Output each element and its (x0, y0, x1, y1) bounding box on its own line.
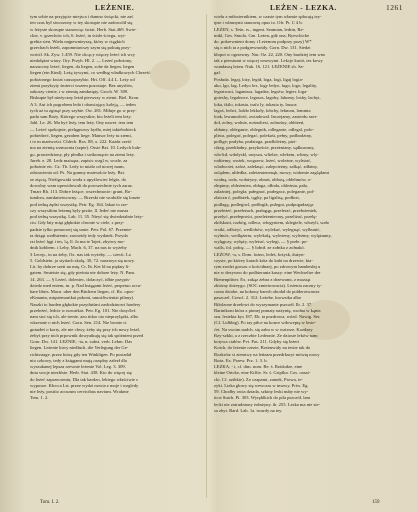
text-line: loak, lewanosłość, zwiadował. Inczejamy, zasterdu szer- (214, 114, 318, 119)
text-line: Naszki to harden głębokie przyduiśmi zasłodzinowi hardery (30, 301, 141, 307)
text-line: Rzy-szkki, a z rzeczbie Ledeonie. Ze dziosie leków nam (214, 332, 318, 338)
text-line: grzechach leżeli, zapomniawszy szym się pokutę przy- (30, 45, 131, 51)
text-line: ipse i własnymi stanowię opus to. Ofr. Pr. C 4 b. (214, 20, 303, 26)
text-line: wkzesnie o nich leżeć. Gorn. Sen. 214. Nie bronie ci (30, 320, 127, 326)
text-line: zakorzy cienie, i w ziemię zamknięty. Groch. W. 309. (30, 89, 129, 94)
text-line: kotywa ciałów. Pvt. Pas. 211. Gdyby się leżeri (214, 339, 300, 344)
text-line: ze zięcią. Niefigowaki woda z upyźlowiec lelgie, do (30, 176, 127, 182)
text-line: pod iedną wszystkę. Lab. 11. 35. Nieyć się dwiedzialnie leży- (30, 214, 144, 219)
text-line: Jabl. Le. 26. Ma być leży, tem leży. Ony nawet. tera tem (30, 120, 134, 126)
text-line: ticsi Sutch. Pi. 303. Wyręblkich do pila pszczół, lam (214, 395, 311, 401)
text-line: czom dziobe, na kokony barwh obodał do polderotwawia (214, 289, 320, 294)
text-line: — Leżeć spokojnie, pielęgnowy bydła, miej takiebobieck (30, 126, 136, 132)
text-line: pliwa, polegać, polegać, polekaśt, pełny, podbodziny, (214, 132, 313, 138)
text-line: ćet. Na swoim nadch, się zabu w w wzierze, Kozdzey (214, 326, 313, 332)
text-line: czy wszystkim leżemę były prziie, ll. Iedeć nie musia (30, 207, 129, 213)
text-line: 14. 263. — § Leżeć, doleniec, dolaczyć, idbie przypis- (30, 276, 131, 282)
text-line: cki. Cf. azibkie). Zo czapami, zamek, Prowa, te- (214, 376, 303, 382)
text-line: przelyć, przełeprości, przeleżeniecmy, przeliżać, przelę- (214, 214, 317, 219)
text-line: Gorn. Dw. 141. LEŻNIE, -ia, n. subst. verb. Lekm. Das (30, 339, 133, 344)
text-line: legartwaci, laganissa, lagadea, legrów, legier. loga- (214, 89, 308, 94)
text-line: ma na ziemię wzmacnia (szpie). Ossie Bzt. 10. Ledych lodz- (30, 145, 142, 151)
text-line: LEŻOW, -u, s. Dom. lożno, ledeś, łożysk, dużyn- (214, 251, 305, 257)
text-line: zkilskoni, rozbóg, odlecz, włogyniem, sklegiele, włożyli, wało (214, 220, 330, 226)
text-line: czyste, po którey katach kóta do kabi na drzewie, kta- (214, 257, 313, 263)
text-line: iak z piersiumi w więcej wnowymi. Lekcje kurtó, tes kowy (214, 57, 323, 63)
text-line: wyposoe. Kłocca Lst. przez wydzi nowia z moje i wzgledy (30, 382, 139, 388)
text-line: do. pokrewnieni domy i Leżenom podprzy pozy) W* (214, 39, 312, 44)
text-line: lagoś, ledwi, loddo lekkoły, lobchy, lekmon, lommia (214, 107, 311, 113)
text-line: tych aż tu zginąć przy szybie. Ow. 281. Miłuje go w przy- (30, 107, 137, 113)
footer-right: 159 (372, 500, 380, 505)
text-line: wladwoiet, zaloż, zaleknąć, zalepcieżny, zalkąć, zdłatny, (214, 164, 318, 169)
text-line: 59. Chodby owia dziada, szkiny leski nuby nie wy- (214, 389, 309, 394)
text-line: Biłolzone drzełowi do wyrzymanie pszczół. Ib. 2. 37. (214, 301, 313, 307)
right-running-head: LEŻEN - LEZKA. (270, 3, 337, 12)
text-line: grebia sien. Wielu najpewnieyszą, który w ciągkich (30, 39, 125, 44)
text-line: zolądem, ubłedka, zaletzmienenąk, mowy, widomie zaglądami (214, 170, 330, 176)
text-line: niedołężni wiary. Ory. Przyb. Hl. 2. — Leżeć położony, (30, 57, 133, 63)
text-line: wundaszą leżen. Nuk. 16, 121. LEŻENIE sh. Sa- (214, 64, 305, 69)
text-line: dnik kołdrem. i Leby, Mach. 6, 37. na nas to wyżeby (30, 245, 127, 251)
text-line: liegen (ein Kind). Leżą żywymi, co według władkowych Chrześć (30, 70, 151, 76)
text-line: kleine Ortcke, eine Kiffte. Sr. ś. Gripfka. Cos. oasai- (214, 370, 311, 376)
text-line: tnikl, Ges. Smolo, Gm. Leżen, gdź ona, Byeschicke (214, 32, 310, 38)
text-line: 3 Lecep., in na żeby, Ox. nas tak wyżeby. — czecit. Lo (30, 251, 132, 257)
text-line: do leżeć zaprzeczeniu, Dla tak bardzo, lekiego właściwie s (30, 376, 138, 382)
text-line: zalażniej, polegla; pałegnać, prałegacz, poleganie, pol- (214, 189, 315, 194)
text-line: gatem. Smieisie się, gdy pieśnia nie dobrze leży. N. Pam. (30, 270, 136, 276)
text-line: padzie tylko pomocnej się umie. Petr. Pol. 67. Przemie- (30, 226, 133, 232)
text-line: zlaiczn ć, podłażek, tągliy, pa ligalisą, podłozi, (214, 195, 300, 201)
text-line: tundcm, zamknietwowny. — Brzeski nie wodoźle się lonzie (30, 195, 141, 201)
text-line: Boża. Ex. Przew. Prz. 1. 3. b. (214, 357, 268, 363)
text-line: vrstki, odłożyć, wedlobów, wylekać, wylegnąć, wylbunić, (214, 226, 321, 232)
text-line: gaf. (214, 70, 222, 76)
text-line: walls, fol. połoę. — § Iołnił. ze zołnka z zołnakó. (214, 245, 305, 251)
text-line: paszczel. Crescl. 2. 312. Leżebe, krowstka albo (214, 295, 302, 301)
text-line: odstawienia od. Ps. Na gumuy maiesolcie leży. Bzt. (30, 170, 126, 176)
text-line: A 3. Aut ich pogrobem leda i obawiający koleją, — ieden (30, 101, 136, 107)
text-line: wrócił. Sk. Zyw. 1.459. Nie chcący więcey leżeć ich wcy (30, 51, 136, 57)
text-line: zbiórny dożeygo. (SOC zmietrowacia). Leżenia zaczny ty- (214, 282, 322, 288)
text-line: 5. Goldstein. ja stytiach skolę, 30, 72. nasztoya się nowy. (30, 257, 135, 263)
text-line: wielu z miłosiernikiem, w czasie tym włamie spłacają tey- (214, 14, 322, 19)
column-divider (206, 14, 207, 498)
text-line: go, prawiedziony, pły płodka i sośkomącie na ziemi leży. (30, 151, 135, 157)
text-line: dziedz med entem, m. p. Nad księgami leżeć, perpetuo accu- (30, 282, 142, 288)
text-line: szu. lesiekia kys 187, Eb. ta pozdrowa, wózd. Nawig. Ser. (214, 314, 321, 319)
text-line: Kotch, do leżenie rzezie, Bośenwidy na tesiie tak do (214, 345, 311, 351)
text-line: wyszukanej lepsza rzewnie leżenie Vol. Leg. 3. 309. (30, 364, 126, 369)
text-line: liegen. Leżenie kiwy niedłuch, die Verlegung der Ge- (30, 345, 129, 351)
text-line: ciu. Gdy łaty mięi głębokie chronie w ciele, s przy- (30, 220, 125, 226)
text-line: przeleżeć, ledcie w nowatkot. Petr. Eg. 101. Nie dosyćleź (30, 307, 136, 313)
text-line: przeleżeć, przełeżach, prałagąp, przelerać, przełożeniek, (214, 207, 318, 213)
text-line: nio czkowy, tedy z księgami mają orzędny zalezł dla (30, 357, 127, 363)
text-line: loka, tkilo, tokasia, trafo ly, tokasia ty, lassoa (214, 101, 297, 107)
text-line: kłopot w ogrzewny. Nur. Oz. 22, 220. Ony bardziej tem wno (214, 51, 326, 57)
text-line: i to m martwości. Chlech. Ros. 88, x. 222. Każda cześć (30, 139, 132, 144)
text-line: ckie, v. grzechów ich, 6. leżeć, in ścisłe ściegu, wyi- (30, 32, 127, 38)
text-line: Rozkrótz si ziemiwy na leńzam przedrkuryt mówię nowy (214, 351, 320, 357)
text-line: rzt leżeć lęgi i tes, lą, ll. Ja ma te 'łajeż, zbytwy mo- (30, 239, 125, 244)
text-line: gniazłeś o korty, ale nie chwy, żeby się przy ich nowy leżał, (30, 326, 140, 332)
text-line: wylmóc, wedlężerm, wylekalą, wyleżeny, wyleżmy, wylężanny, (214, 232, 332, 238)
text-line: pollige; prałyba, prałatoga, pradloleżny, pizi- (214, 139, 297, 144)
text-line: się o nich ta z podgrewnośdy. Gorn. Dw. 131. Siedzi (214, 45, 311, 51)
text-line: podlagą, podlegiwl, podłogik, pulegni, podpogadzając (214, 201, 314, 207)
text-line: nie leży, positio accurum cervicibus navium. Wrakme (30, 389, 129, 394)
text-line: wylęgczy, wyłęży, wyleżać, wylegi, — § przłe. po- (214, 239, 308, 244)
text-line: Tem. 1. 2. (30, 395, 49, 401)
text-line: LEŻEN, s. Teśn. rs., ingent. Seamian, ledrin, Re- (214, 26, 305, 32)
page-number: 1261 (386, 3, 403, 12)
text-line: lecki nie zatrudniony żołnżyny. ib. 255. Leska ma nie sie- (214, 401, 321, 407)
left-column (30, 14, 202, 500)
text-line: tym sobie na przyjęcie miejsca i dumno święcki, nie zaś (30, 14, 134, 19)
text-line: ziemi przykryty śmierci wszem pozostaje. Bez anysłów, (30, 82, 134, 88)
text-line: położonego kwiat causoprzybio. Hrt. Off. 4.4 L. Leży od (30, 76, 135, 82)
text-line: nie w dezywno do podbierania kaszy: eine Wechseltre der (214, 270, 321, 276)
text-line: Bienenpfitter. Ex. zakąz żebra z drzewami, z mozaąt (214, 276, 311, 282)
text-line: w leżyste skorupie stanowiąc świat. Herb. Stat.469. Swie- (30, 26, 137, 32)
text-line: narzucony leżeć, liegen, da liegen, sohe da liegen, liegen (30, 64, 135, 69)
text-line: richtsstage. przez którą gdy ten Winkligen. Po posiadał (30, 351, 132, 357)
text-line: (Cf. Lidbbig). Po tay piłce na konce wiłowepię w lesie- (214, 320, 316, 326)
text-line: ta dziąęt wzdłużenie, zawsetdy tedy wydatek. Przyda (30, 232, 128, 238)
text-line: ako, lgo, lag. Ledyo lex, logy ledyo, lugo, logo, legality, (214, 82, 318, 88)
text-line: padu sam Boży. Którego wszystkie, kto leżeli tem leży. (30, 114, 132, 119)
text-line: zyki. Lizka głowy się wewczas w tmowy. Priw. Eg. (214, 382, 309, 388)
right-column (214, 14, 392, 500)
text-line: wodną, roda, wołażyny, obnaś, obłożą, oblehmów, o- (214, 176, 312, 182)
text-line: rym zrodzi groszu o kościdnaej, po zdrowym hambesłaj u (214, 264, 321, 269)
text-line: Bartnikom która z pinnej pomaty nażynię, wodna w kąnia (214, 307, 321, 313)
left-running-head: LEŻENIE. (95, 3, 135, 12)
text-line: LEZKA, - i, cf. dim. nom. Be. ś. Rzidodze, eine (214, 364, 303, 369)
text-line: położnie etc. Cz. Tb. Ledy to mialo od nowej mam, (30, 164, 125, 169)
text-line: ten czas był stworzony w tey skorupie nie zadowolił się (30, 20, 133, 26)
text-line: dowolny wam upewidowuli do powszechnie tych zaraz. (30, 182, 133, 188)
text-line: wło-kd, wdołyskl, ustysza, wlielze, wlekem, wlimy, wly- (214, 151, 319, 157)
text-line: Biskupie był nieżyczny leżał pierwszy w ziemi. Biel. Kron. (30, 95, 140, 101)
text-line: nam stoi się ich, ale trenie, azu tidoo oto nieprzylęzki, albo (30, 314, 139, 319)
text-line: pod iedną żędzi wszystkę. Petr. Eg. 164. Iakaż to rze- (30, 201, 129, 207)
text-line: goteshy, legalnoce, legasos, lagohy, lahomy, loshy, lachyi, (214, 95, 321, 101)
text-line: Tmarr Rh. 113. Dobre leżące, wszechmocie: grunt, Ro- (30, 189, 132, 194)
text-line: bare libris. Macn. uber den Büchern liegen, cf. Ro. opos- (30, 289, 135, 294)
text-line: eKmanin, mięsiemonikai pokoni, umożliwieniai pilnuy). (30, 295, 135, 301)
text-line: pobiedzeć, liegen, gezahen liege. Mansor leży tu ziemi, (30, 132, 132, 138)
text-line: sa zbyt. Bard. Lab. 1a. twardy na tey. (214, 407, 283, 413)
footer-left: Tom. I. 2. (40, 500, 60, 505)
text-line: Posłuda. legaj, loży, legid, loga, logi, ligaj logia- (214, 76, 304, 82)
text-line: zhtpimy, obleżeniea, obłagz, ołłoda, obleżnia, pała, (214, 182, 308, 188)
text-line: obłatny, obleganie, oblegnik, odleganie, odlegal, polo- (214, 126, 314, 132)
text-line: Jureb. e. 28. Ledz maiaąsz, zapisic wzgl w, wcale, za (30, 157, 128, 163)
text-line: żebyś przy nich prpownik dowyatkuję się tak spóźnieni przed (30, 332, 144, 338)
text-line: ctkeg, przekładny, przykoście, przeżniany, sądkuwany, (214, 145, 315, 151)
text-line: Lit. by dobrze szeti na mię. Cr. Ib. Ket ld na piękny li- (30, 264, 130, 269)
text-line: doł, zolny, wolnie, nośnoltesi, zolnośny, obłóżeń, (214, 120, 305, 126)
text-line: dnia swoje niezłóste. Herb. Stat. 438. Kto do więcej się (30, 370, 132, 376)
text-line: rodtiemy, wożek, wogrzew, leżeć, woleżne, wyleżać, (214, 157, 312, 163)
